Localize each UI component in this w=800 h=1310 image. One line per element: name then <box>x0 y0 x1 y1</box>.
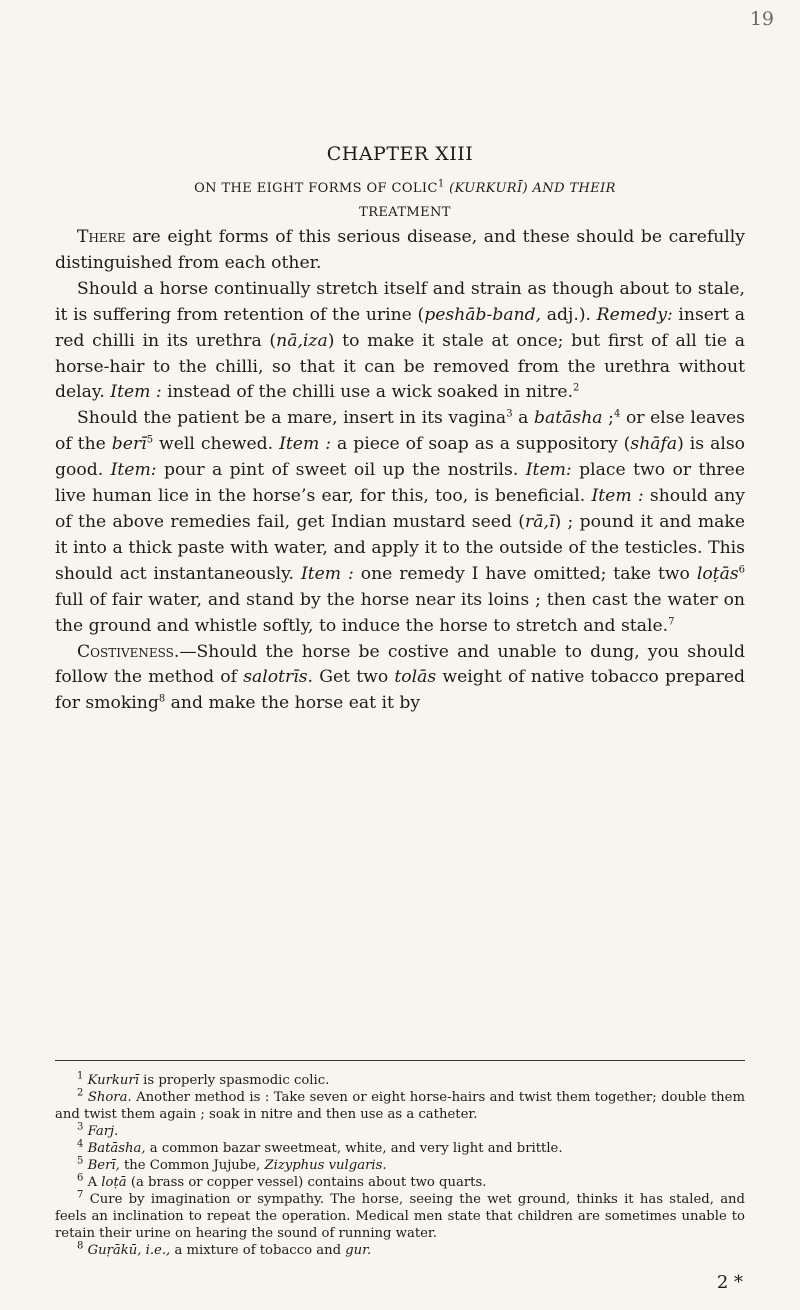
p3-text-10: should any of the above remedies fail, get Indian mustard seed ( <box>55 486 745 532</box>
p2-item-label: Item : <box>110 382 162 403</box>
p3-item-label-1: Item : <box>279 434 332 455</box>
footnote-6-text-2: (a brass or copper vessel) contains about two quarts. <box>126 1175 487 1190</box>
p3-text-7: ) is also good. <box>55 434 745 481</box>
footnote-ref-6: 6 <box>738 564 746 576</box>
footnote-4-term: Batāsha, <box>87 1141 146 1156</box>
footnote-5-species: Zizyphus vulgaris. <box>264 1158 387 1173</box>
p3-term-beri: berī <box>111 434 147 455</box>
p2-text-5: instead of the chilli use a wick soaked in nitre. <box>161 382 574 403</box>
p3-text-3: ; <box>602 408 614 429</box>
footnote-1 <box>55 1072 745 1089</box>
footnote-ref-1: 1 <box>437 178 445 190</box>
footnote-ref-5: 5 <box>146 434 154 446</box>
footnote-8-term: Guṛākū, i.e., <box>87 1243 171 1258</box>
p3-term-rai: rā,ī <box>525 511 555 532</box>
p3-text-12: one remedy I have omitted; take two <box>353 563 697 584</box>
footnote-7-text: Cure by imagination or sympathy. The horse, seeing the wet ground, thinks it has staled, and feels an inclination to repeat the operation. Medical men state that children are sometimes unable to retain their urine on hearing the sound of running water. <box>55 1192 745 1241</box>
page-number: 19 <box>749 8 774 30</box>
p3-text-8: pour a pint of sweet oil up the nostrils. <box>156 460 526 481</box>
signature-mark: 2 * <box>716 1272 743 1293</box>
footnote-8-term-gur: gur. <box>345 1243 372 1258</box>
p2-term-peshab-band: peshāb-band, <box>424 304 542 325</box>
footnote-8 <box>55 1242 745 1259</box>
footnote-3-number: 3 <box>77 1121 84 1133</box>
p4-text-4: and make the horse eat it by <box>165 693 421 714</box>
footnote-divider <box>55 1060 745 1061</box>
footnote-8-text: a mixture of tobacco and <box>170 1243 346 1258</box>
p2-text-2: adj.). <box>541 304 597 325</box>
footnote-7 <box>55 1191 745 1242</box>
paragraph-4 <box>55 640 745 718</box>
p3-item-label-3: Item: <box>525 460 572 481</box>
footnote-ref-2: 2 <box>573 382 580 394</box>
p4-text-3: weight of native tobacco prepared for smoking <box>55 667 745 714</box>
p2-term-naiza: nā,iza <box>276 330 328 351</box>
p3-term-lotas: loṭās <box>696 563 739 584</box>
footnote-3-term: Farj. <box>87 1124 119 1139</box>
footnotes <box>55 1072 745 1259</box>
subtitle-part-2: (KURKURĪ) AND THEIR <box>449 181 616 196</box>
p3-item-label-5: Item : <box>300 563 354 584</box>
footnote-5 <box>55 1157 745 1174</box>
p4-term-tolas: tolās <box>394 667 437 688</box>
footnote-2-number: 2 <box>77 1087 84 1099</box>
paragraph-1 <box>55 225 745 277</box>
p3-text-4: or else leaves of the <box>55 408 745 455</box>
p3-term-batasha: batāsha <box>534 408 603 429</box>
footnote-8-number: 8 <box>77 1240 84 1252</box>
footnote-6 <box>55 1174 745 1191</box>
p3-text-9: place two or three live human lice in the horse’s ear, for this, too, is beneficial. <box>55 460 745 507</box>
footnote-4-text: a common bazar sweetmeat, white, and very light and brittle. <box>145 1141 563 1156</box>
p3-term-shafa: shāfa <box>630 434 678 455</box>
paragraph-1-lead: There <box>77 227 126 247</box>
footnote-ref-4: 4 <box>613 408 621 420</box>
footnote-6-term: loṭā <box>101 1175 127 1190</box>
footnote-7-number: 7 <box>77 1189 84 1201</box>
p4-text-1: —Should the horse be costive and unable to dung, you should follow the method of <box>55 641 745 688</box>
footnote-6-number: 6 <box>77 1172 84 1184</box>
footnote-1-term: Kurkurī <box>87 1073 139 1088</box>
footnote-3 <box>55 1123 745 1140</box>
chapter-subtitle <box>80 177 730 225</box>
p2-remedy-label: Remedy: <box>596 304 673 325</box>
p2-text-3: insert a red chilli in its urethra ( <box>55 304 745 351</box>
p3-text-6: a piece of soap as a suppository ( <box>331 434 631 455</box>
p3-text-2: a <box>512 408 535 429</box>
paragraph-2 <box>55 277 745 407</box>
footnote-1-number: 1 <box>77 1070 84 1082</box>
footnote-4-number: 4 <box>77 1138 84 1150</box>
paragraph-1-text: are eight forms of this serious disease, and these should be carefully distinguished from each other. <box>55 227 745 273</box>
footnote-ref-3: 3 <box>506 408 513 420</box>
footnote-4 <box>55 1140 745 1157</box>
subtitle-part-1: ON THE EIGHT FORMS OF COLIC <box>194 181 438 196</box>
p3-text-1: Should the patient be a mare, insert in its vagina <box>77 408 507 429</box>
p4-text-2: Get two <box>313 667 395 688</box>
footnote-ref-7: 7 <box>668 615 675 627</box>
p2-text-4: ) to make it stale at once; but first of all tie a horse-hair to the chilli, so that it can be removed from the urethra without delay. <box>55 330 745 403</box>
paragraph-3 <box>55 406 745 639</box>
body-text <box>55 225 745 717</box>
p3-text-5: well chewed. <box>153 434 280 455</box>
footnote-5-number: 5 <box>77 1155 84 1167</box>
footnote-ref-8: 8 <box>158 693 166 705</box>
footnote-6-text-1: A <box>87 1175 102 1190</box>
footnote-2-text: Another method is : Take seven or eight horse-hairs and twist them together; double them and twist them again ; soak in nitre and then use as a catheter. <box>55 1090 745 1122</box>
footnote-1-text: is properly spasmodic colic. <box>138 1073 330 1088</box>
footnote-2-term: Shora. <box>87 1090 132 1105</box>
subtitle-part-3: TREATMENT <box>359 205 451 220</box>
p3-item-label-4: Item : <box>591 486 644 507</box>
footnote-2 <box>55 1089 745 1123</box>
section-heading-costiveness: Costiveness. <box>77 641 180 662</box>
p3-text-13: full of fair water, and stand by the horse near its loins ; then cast the water on the ground and whistle softly, to induce the horse to stretch and stale. <box>55 589 745 636</box>
p3-item-label-2: Item: <box>110 460 157 481</box>
p3-text-11: ) ; pound it and make it into a thick paste with water, and apply it to the outside of the testicles. This should act instantaneously. <box>55 511 745 584</box>
p4-term-salotris: salotrīs. <box>243 667 314 688</box>
footnote-5-text: the Common Jujube, <box>119 1158 265 1173</box>
footnote-5-term: Berī, <box>87 1158 120 1173</box>
p2-text-1: Should a horse continually stretch itself and strain as though about to stale, it is suffering from retention of the urine ( <box>55 278 745 325</box>
chapter-title: CHAPTER XIII <box>326 143 474 165</box>
